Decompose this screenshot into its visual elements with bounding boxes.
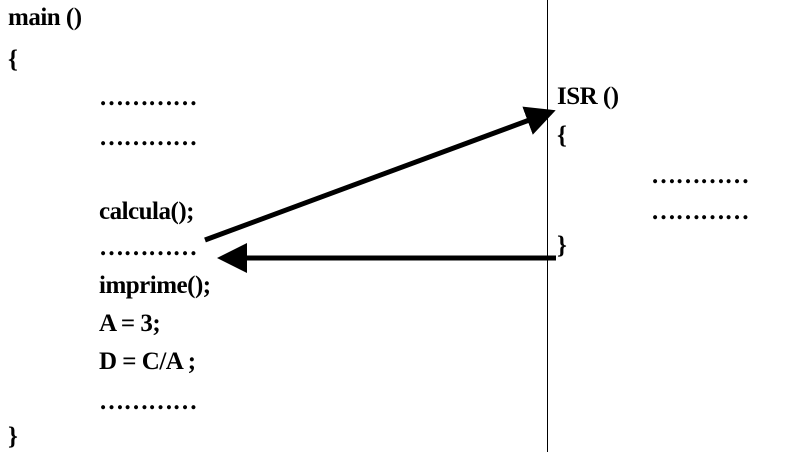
main-line-1: …………	[99, 84, 197, 111]
main-line-calcula: calcula();	[99, 198, 194, 225]
isr-close-brace: }	[557, 232, 567, 259]
isr-open-brace: {	[557, 122, 567, 149]
main-open-brace: {	[8, 46, 18, 73]
main-line-assign-a: A = 3;	[99, 310, 161, 337]
isr-line-2: …………	[651, 198, 749, 225]
main-line-8: …………	[99, 388, 197, 415]
main-header: main ()	[8, 4, 82, 31]
main-line-imprime: imprime();	[99, 272, 211, 299]
interrupt-call-arrow	[205, 112, 551, 240]
main-line-2: …………	[99, 124, 197, 151]
main-line-4: …………	[99, 234, 197, 261]
isr-line-1: …………	[651, 162, 749, 189]
main-close-brace: }	[8, 423, 18, 450]
isr-header: ISR ()	[557, 83, 619, 110]
main-line-assign-d: D = C/A ;	[99, 348, 196, 375]
